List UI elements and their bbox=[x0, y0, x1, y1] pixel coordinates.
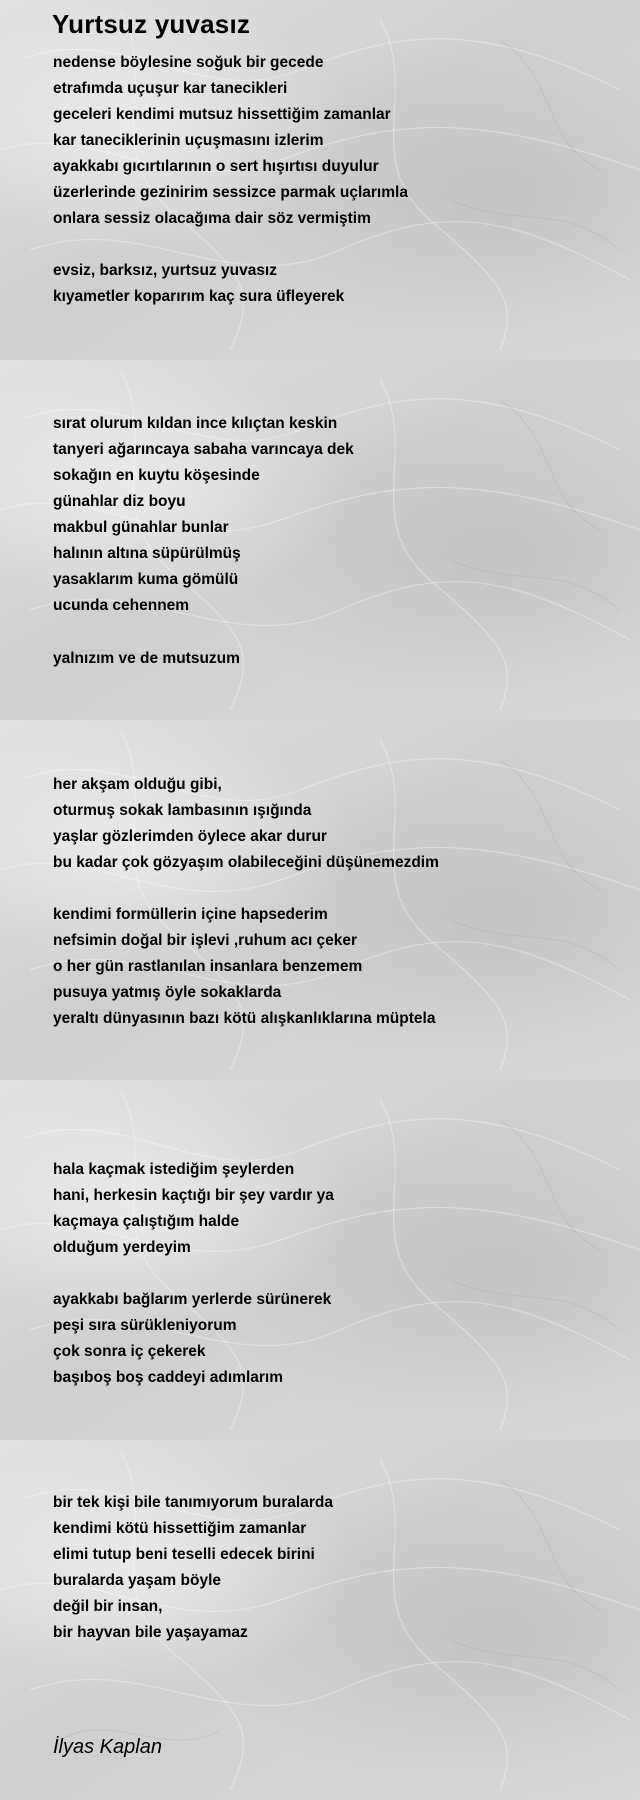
stanza-8 bbox=[53, 1287, 331, 1391]
poem-line: ucunda cehennem bbox=[53, 597, 190, 614]
poem-line: ayakkabı bağlarım yerlerde sürünerek bbox=[53, 1291, 332, 1308]
poem-line: etrafımda uçuşur kar tanecikleri bbox=[53, 80, 288, 97]
stanza-9 bbox=[53, 1490, 333, 1646]
stanza-3 bbox=[53, 411, 354, 619]
poem-line: tanyeri ağarıncaya sabaha varıncaya dek bbox=[53, 441, 354, 458]
poem-line: kendimi formüllerin içine hapsederim bbox=[53, 906, 328, 923]
stanza-7 bbox=[53, 1157, 334, 1261]
poem-line: kar taneciklerinin uçuşmasını izlerim bbox=[53, 132, 324, 149]
poem-line: nefsimin doğal bir işlevi ,ruhum acı çeker bbox=[53, 932, 358, 949]
poem-line: kendimi kötü hissettiğim zamanlar bbox=[53, 1520, 307, 1537]
stanza-1 bbox=[53, 50, 408, 232]
poem-line: üzerlerinde gezinirim sessizce parmak uçlarımla bbox=[53, 184, 408, 201]
poem-line: değil bir insan, bbox=[53, 1598, 163, 1615]
poem-line: pusuya yatmış öyle sokaklarda bbox=[53, 984, 282, 1001]
poem-line: ayakkabı gıcırtılarının o sert hışırtısı duyulur bbox=[53, 158, 379, 175]
poem-line: hani, herkesin kaçtığı bir şey vardır ya bbox=[53, 1187, 334, 1204]
poem-line: nedense böylesine soğuk bir gecede bbox=[53, 54, 324, 71]
poem-line: bu kadar çok gözyaşım olabileceğini düşünemezdim bbox=[53, 854, 439, 871]
poem-line: halının altına süpürülmüş bbox=[53, 545, 241, 562]
poem-line: olduğum yerdeyim bbox=[53, 1239, 191, 1256]
poem-line: elimi tutup beni teselli edecek birini bbox=[53, 1546, 315, 1563]
poem-line: yeraltı dünyasının bazı kötü alışkanlıklarına müptela bbox=[53, 1010, 436, 1027]
poem-line: sokağın en kuytu köşesinde bbox=[53, 467, 260, 484]
stanza-2 bbox=[53, 258, 344, 310]
stanza-5 bbox=[53, 772, 439, 876]
poem-line: yasaklarım kuma gömülü bbox=[53, 571, 239, 588]
poem-title: Yurtsuz yuvasız bbox=[52, 9, 251, 39]
poem-line: makbul günahlar bunlar bbox=[53, 519, 229, 536]
poem-line: o her gün rastlanılan insanlara benzemem bbox=[53, 958, 363, 975]
poem-line: kıyametler koparırım kaç sura üfleyerek bbox=[53, 288, 345, 305]
poem-line: yalnızım ve de mutsuzum bbox=[53, 650, 240, 667]
poem-line: kaçmaya çalıştığım halde bbox=[53, 1213, 240, 1230]
poem-line: geceleri kendimi mutsuz hissettiğim zamanlar bbox=[53, 106, 391, 123]
poem-line: sırat olurum kıldan ince kılıçtan keskin bbox=[53, 415, 338, 432]
stanza-4 bbox=[53, 646, 240, 672]
poem-line: yaşlar gözlerimden öylece akar durur bbox=[53, 828, 327, 845]
poem-line: buralarda yaşam böyle bbox=[53, 1572, 221, 1589]
poem-line: onlara sessiz olacağıma dair söz vermiştim bbox=[53, 210, 371, 227]
poem-line: çok sonra iç çekerek bbox=[53, 1343, 206, 1360]
poem-line: bir tek kişi bile tanımıyorum buralarda bbox=[53, 1494, 333, 1511]
poem-line: günahlar diz boyu bbox=[53, 493, 186, 510]
poem-line: oturmuş sokak lambasının ışığında bbox=[53, 802, 312, 819]
poem-author: İlyas Kaplan bbox=[53, 1736, 162, 1758]
poem-line: peşi sıra sürükleniyorum bbox=[53, 1317, 237, 1334]
poem-line: hala kaçmak istediğim şeylerden bbox=[53, 1161, 295, 1178]
poem-line: bir hayvan bile yaşayamaz bbox=[53, 1624, 248, 1641]
poem-line: evsiz, barksız, yurtsuz yuvasız bbox=[53, 262, 277, 279]
stanza-6 bbox=[53, 902, 435, 1032]
poem-line: başıboş boş caddeyi adımlarım bbox=[53, 1369, 283, 1386]
poem-line: her akşam olduğu gibi, bbox=[53, 776, 222, 793]
